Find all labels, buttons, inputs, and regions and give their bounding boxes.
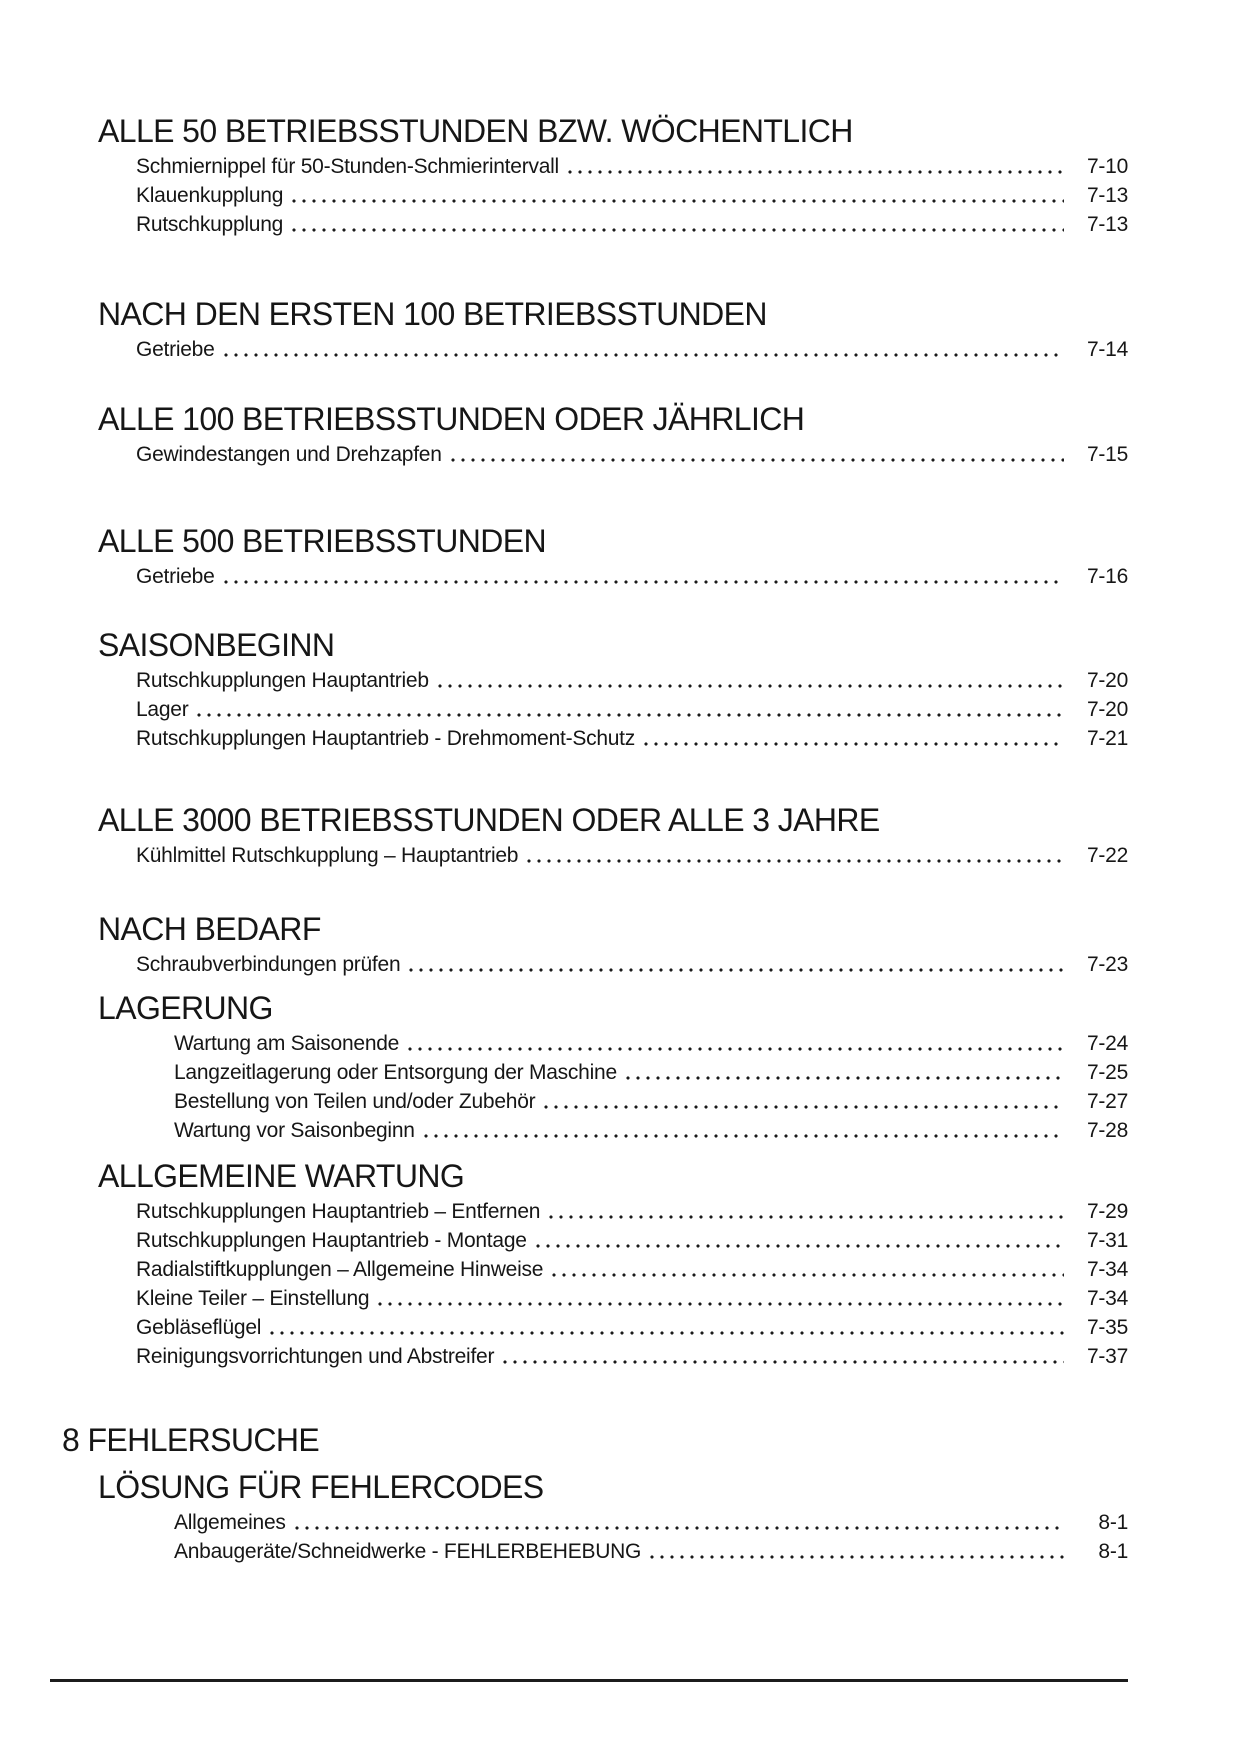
toc-section: [0, 989, 1241, 1145]
toc-entry-label[interactable]: Radialstiftkupplungen – Allgemeine Hinweise: [136, 1258, 544, 1281]
section-entry-list: [0, 152, 1241, 239]
toc-entry-page-number: 7-29: [1086, 1200, 1128, 1223]
toc-section: [0, 522, 1241, 591]
dot-leader: [435, 666, 1064, 695]
toc-entry-label[interactable]: Bestellung von Teilen und/oder Zubehör: [174, 1090, 536, 1113]
toc-entry-label[interactable]: Gewindestangen und Drehzapfen: [136, 443, 442, 466]
section-heading: SAISONBEGINN: [98, 627, 335, 663]
toc-section: [0, 910, 1241, 979]
toc-entry-row[interactable]: [136, 724, 1128, 753]
toc-entry-page-number: 7-10: [1086, 155, 1128, 178]
toc-entry-page-number: 7-35: [1086, 1316, 1128, 1339]
section-entry-list: [0, 950, 1241, 979]
toc-entry-row[interactable]: [136, 1226, 1128, 1255]
dot-leader: [375, 1284, 1064, 1313]
toc-entry-label[interactable]: Langzeitlagerung oder Entsorgung der Maschine: [174, 1061, 617, 1084]
dot-leader: [641, 724, 1064, 753]
toc-entry-row[interactable]: [174, 1029, 1128, 1058]
section-heading: ALLGEMEINE WARTUNG: [98, 1158, 465, 1194]
section-entry-list: [0, 1029, 1241, 1145]
toc-entry-label[interactable]: Rutschkupplung: [136, 213, 284, 236]
section-heading: NACH DEN ERSTEN 100 BETRIEBSSTUNDEN: [98, 296, 767, 332]
dot-leader: [221, 335, 1064, 364]
toc-entry-page-number: 7-25: [1086, 1061, 1128, 1084]
toc-entry-label[interactable]: Getriebe: [136, 338, 215, 361]
toc-section: [0, 1157, 1241, 1371]
dot-leader: [541, 1087, 1064, 1116]
toc-entry-page-number: 7-21: [1086, 727, 1128, 750]
toc-entry-page-number: 7-20: [1086, 669, 1128, 692]
toc-entry-label[interactable]: Reinigungsvorrichtungen und Abstreifer: [136, 1345, 495, 1368]
toc-entry-row[interactable]: [136, 1197, 1128, 1226]
toc-entry-row[interactable]: [136, 1342, 1128, 1371]
dot-leader: [524, 841, 1064, 870]
toc-section: [0, 1421, 1241, 1459]
dot-leader: [289, 210, 1064, 239]
section-entry-list: [0, 666, 1241, 753]
toc-entry-label[interactable]: Getriebe: [136, 565, 215, 588]
dot-leader: [405, 1029, 1064, 1058]
toc-entry-row[interactable]: [136, 440, 1128, 469]
section-heading: ALLE 50 BETRIEBSSTUNDEN BZW. WÖCHENTLICH: [98, 113, 853, 149]
toc-entry-page-number: 7-23: [1086, 953, 1128, 976]
toc-entry-page-number: 7-31: [1086, 1229, 1128, 1252]
toc-entry-row[interactable]: [136, 695, 1128, 724]
dot-leader: [221, 562, 1064, 591]
dot-leader: [292, 1508, 1064, 1537]
dot-leader: [546, 1197, 1064, 1226]
toc-entry-label[interactable]: Allgemeines: [174, 1511, 286, 1534]
toc-entry-row[interactable]: [136, 1284, 1128, 1313]
toc-entry-page-number: 7-14: [1086, 338, 1128, 361]
dot-leader: [549, 1255, 1064, 1284]
section-heading: LÖSUNG FÜR FEHLERCODES: [98, 1469, 544, 1505]
toc-entry-page-number: 7-13: [1086, 213, 1128, 236]
toc-entry-row[interactable]: [136, 562, 1128, 591]
section-heading: 8 FEHLERSUCHE: [62, 1422, 320, 1458]
toc-entry-row[interactable]: [174, 1058, 1128, 1087]
dot-leader: [421, 1116, 1064, 1145]
toc-entry-label[interactable]: Rutschkupplungen Hauptantrieb – Entfernen: [136, 1200, 541, 1223]
toc-section: [0, 1468, 1241, 1566]
toc-entry-page-number: 7-15: [1086, 443, 1128, 466]
toc-entry-row[interactable]: [136, 210, 1128, 239]
toc-entry-row[interactable]: [136, 181, 1128, 210]
toc-section: [0, 801, 1241, 870]
toc-entry-row[interactable]: [136, 1255, 1128, 1284]
toc-section: [0, 626, 1241, 753]
section-entry-list: [0, 1197, 1241, 1371]
toc-entry-label[interactable]: Gebläseflügel: [136, 1316, 262, 1339]
section-entry-list: [0, 1508, 1241, 1566]
toc-entry-label[interactable]: Rutschkupplungen Hauptantrieb - Montage: [136, 1229, 527, 1252]
toc-section: [0, 295, 1241, 364]
dot-leader: [194, 695, 1064, 724]
toc-entry-row[interactable]: [174, 1537, 1128, 1566]
dot-leader: [448, 440, 1064, 469]
dot-leader: [406, 950, 1064, 979]
toc-entry-page-number: 7-27: [1086, 1090, 1128, 1113]
toc-entry-row[interactable]: [136, 335, 1128, 364]
toc-entry-row[interactable]: [174, 1116, 1128, 1145]
dot-leader: [500, 1342, 1064, 1371]
section-heading: ALLE 500 BETRIEBSSTUNDEN: [98, 523, 546, 559]
toc-entry-label[interactable]: Anbaugeräte/Schneidwerke - FEHLERBEHEBUNG: [174, 1540, 642, 1563]
dot-leader: [289, 181, 1064, 210]
toc-entry-page-number: 7-37: [1086, 1345, 1128, 1368]
toc-entry-page-number: 7-20: [1086, 698, 1128, 721]
toc-entry-label[interactable]: Kühlmittel Rutschkupplung – Hauptantrieb: [136, 844, 519, 867]
toc-entry-page-number: 7-34: [1086, 1287, 1128, 1310]
toc-entry-row[interactable]: [136, 666, 1128, 695]
toc-entry-label[interactable]: Rutschkupplungen Hauptantrieb: [136, 669, 429, 692]
toc-entry-row[interactable]: [174, 1508, 1128, 1537]
toc-entry-label[interactable]: Wartung vor Saisonbeginn: [174, 1119, 415, 1142]
toc-entry-label[interactable]: Kleine Teiler – Einstellung: [136, 1287, 370, 1310]
section-entry-list: [0, 562, 1241, 591]
toc-entry-row[interactable]: [136, 950, 1128, 979]
toc-entry-page-number: 8-1: [1098, 1511, 1128, 1534]
section-heading: NACH BEDARF: [98, 911, 321, 947]
dot-leader: [533, 1226, 1064, 1255]
section-entry-list: [0, 335, 1241, 364]
toc-entry-label[interactable]: Schmiernippel für 50-Stunden-Schmierintervall: [136, 155, 559, 178]
toc-section: [0, 400, 1241, 469]
toc-entry-label[interactable]: Wartung am Saisonende: [174, 1032, 400, 1055]
toc-entry-row[interactable]: [136, 152, 1128, 181]
toc-entry-label[interactable]: Rutschkupplungen Hauptantrieb - Drehmoment-Schutz: [136, 727, 636, 750]
toc-entry-row[interactable]: [136, 1313, 1128, 1342]
toc-entry-label[interactable]: Schraubverbindungen prüfen: [136, 953, 401, 976]
section-heading: LAGERUNG: [98, 990, 273, 1026]
toc-section: [0, 112, 1241, 239]
toc-entry-row[interactable]: [174, 1087, 1128, 1116]
toc-entry-label[interactable]: Klauenkupplung: [136, 184, 284, 207]
dot-leader: [267, 1313, 1064, 1342]
section-heading: ALLE 100 BETRIEBSSTUNDEN ODER JÄHRLICH: [98, 401, 805, 437]
toc-entry-page-number: 7-22: [1086, 844, 1128, 867]
toc-entry-page-number: 7-28: [1086, 1119, 1128, 1142]
toc-entry-page-number: 7-24: [1086, 1032, 1128, 1055]
footer-divider: [50, 1679, 1128, 1682]
dot-leader: [623, 1058, 1064, 1087]
section-entry-list: [0, 841, 1241, 870]
toc-entry-page-number: 7-16: [1086, 565, 1128, 588]
toc-entry-row[interactable]: [136, 841, 1128, 870]
dot-leader: [565, 152, 1064, 181]
toc-entry-page-number: 7-13: [1086, 184, 1128, 207]
toc-entry-page-number: 8-1: [1098, 1540, 1128, 1563]
dot-leader: [647, 1537, 1064, 1566]
toc-entry-label[interactable]: Lager: [136, 698, 189, 721]
section-entry-list: [0, 440, 1241, 469]
section-heading: ALLE 3000 BETRIEBSSTUNDEN ODER ALLE 3 JAHRE: [98, 802, 880, 838]
toc-entry-page-number: 7-34: [1086, 1258, 1128, 1281]
